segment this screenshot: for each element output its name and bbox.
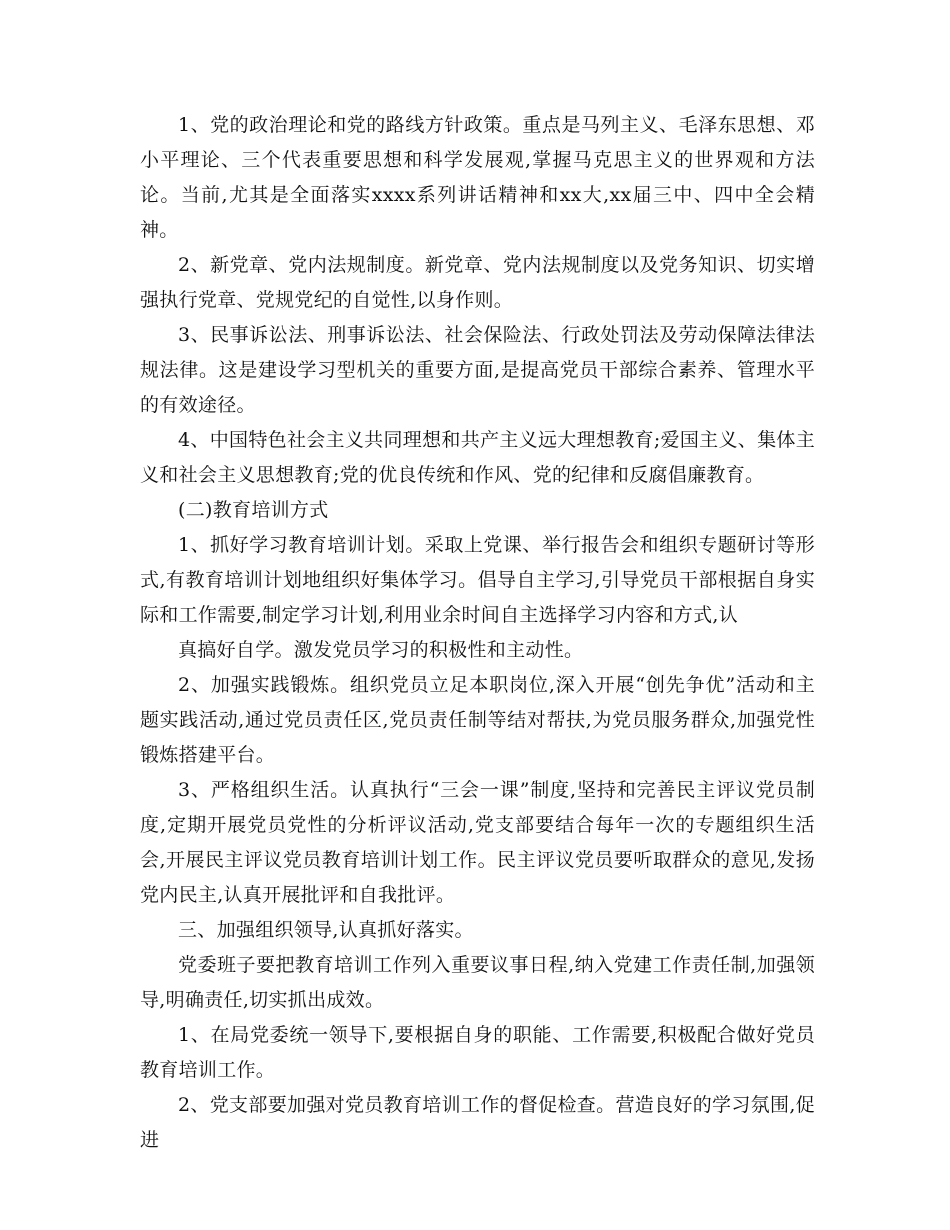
paragraph: 3、民事诉讼法、刑事诉讼法、社会保险法、行政处罚法及劳动保障法律法规法律。这是建设学习型机关的重要方面,是提高党员干部综合素养、管理水平的有效途径。 [140, 324, 815, 416]
paragraph: 2、党支部要加强对党员教育培训工作的督促检查。营造良好的学习氛围,促进 [140, 1094, 815, 1151]
document-body [140, 108, 815, 1158]
section-heading: (二)教育培训方式 [178, 499, 329, 521]
paragraph: 4、中国特色社会主义共同理想和共产主义远大理想教育;爱国主义、集体主义和社会主义思想教育;党的优良传统和作风、党的纪律和反腐倡廉教育。 [140, 429, 815, 486]
section-heading: 三、加强组织领导,认真抓好落实。 [178, 919, 474, 941]
paragraph: 党委班子要把教育培训工作列入重要议事日程,纳入党建工作责任制,加强领导,明确责任,切实抓出成效。 [140, 954, 815, 1011]
paragraph: 3、严格组织生活。认真执行“三会一课”制度,坚持和完善民主评议党员制度,定期开展党员党性的分析评议活动,党支部要结合每年一次的专题组织生活会,开展民主评议党员教育培训计划工作。民主评议党员要听取群众的意见,发扬党内民主,认真开展批评和自我批评。 [140, 779, 815, 906]
paragraph: 真搞好自学。激发党员学习的积极性和主动性。 [178, 639, 584, 661]
paragraph: 1、党的政治理论和党的路线方针政策。重点是马列主义、毛泽东思想、邓小平理论、三个代表重要思想和科学发展观,掌握马克思主义的世界观和方法论。当前,尤其是全面落实xxxx系列讲话精神和xx大,xx届三中、四中全会精神。 [140, 114, 815, 241]
paragraph: 1、在局党委统一领导下,要根据自身的职能、工作需要,积极配合做好党员教育培训工作。 [140, 1024, 815, 1081]
paragraph: 2、加强实践锻炼。组织党员立足本职岗位,深入开展“创先争优”活动和主题实践活动,通过党员责任区,党员责任制等结对帮扶,为党员服务群众,加强党性锻炼搭建平台。 [140, 674, 815, 766]
paragraph: 2、新党章、党内法规制度。新党章、党内法规制度以及党务知识、切实增强执行党章、党规党纪的自觉性,以身作则。 [140, 254, 815, 311]
paragraph: 1、抓好学习教育培训计划。采取上党课、举行报告会和组织专题研讨等形式,有教育培训计划地组织好集体学习。倡导自主学习,引导党员干部根据自身实际和工作需要,制定学习计划,利用业余时间自主选择学习内容和方式,认 [140, 534, 815, 626]
